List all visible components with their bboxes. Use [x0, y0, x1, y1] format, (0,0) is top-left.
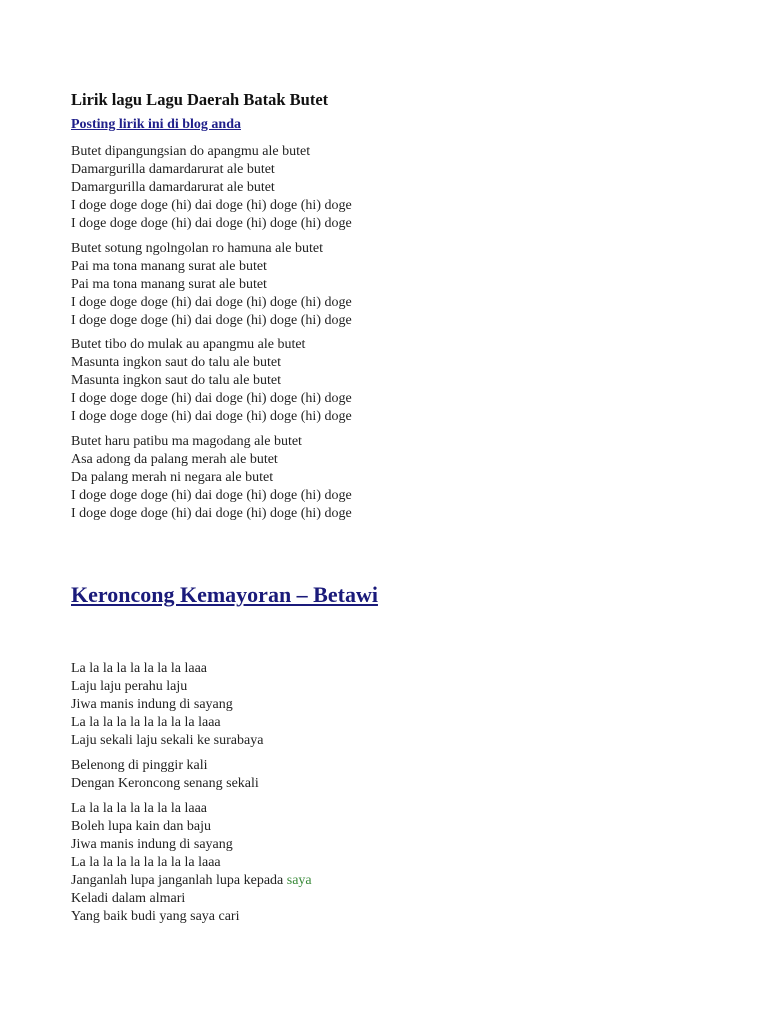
lyric-line: La la la la la la la la laaa — [71, 801, 208, 816]
lyric-line: La la la la la la la la laaa — [71, 661, 208, 676]
lyric-line: La la la la la la la la la laaa — [71, 855, 221, 870]
lyric-line: I doge doge doge (hi) dai doge (hi) doge (hi) doge — [71, 295, 352, 310]
stanza — [71, 800, 312, 926]
lyric-line: Keladi dalam almari — [71, 891, 186, 906]
lyric-line: Masunta ingkon saut do talu ale butet — [71, 355, 281, 370]
lyric-text: Janganlah lupa janganlah lupa kepada — [71, 873, 287, 888]
lyric-line: I doge doge doge (hi) dai doge (hi) doge (hi) doge — [71, 391, 352, 406]
lyric-line: Belenong di pinggir kali — [71, 758, 208, 773]
lyric-line: I doge doge doge (hi) dai doge (hi) doge (hi) doge — [71, 216, 352, 231]
lyric-line: Pai ma tona manang surat ale butet — [71, 277, 267, 292]
lyric-line: Jiwa manis indung di sayang — [71, 837, 233, 852]
lyric-line: Yang baik budi yang saya cari — [71, 909, 240, 924]
lyric-line: Dengan Keroncong senang sekali — [71, 776, 259, 791]
lyric-line: Pai ma tona manang surat ale butet — [71, 259, 267, 274]
post-to-blog-link[interactable]: Posting lirik ini di blog anda — [71, 117, 241, 132]
lyric-line-with-highlight — [71, 872, 312, 890]
song-heading-link[interactable]: Keroncong Kemayoran – Betawi — [71, 582, 378, 607]
lyric-line: Laju sekali laju sekali ke surabaya — [71, 733, 264, 748]
lyric-line: I doge doge doge (hi) dai doge (hi) doge (hi) doge — [71, 488, 352, 503]
lyric-line: Butet tibo do mulak au apangmu ale butet — [71, 337, 306, 352]
song-title: Lirik lagu Lagu Daerah Batak Butet — [71, 90, 329, 109]
stanza — [71, 660, 263, 750]
lyric-line: I doge doge doge (hi) dai doge (hi) doge (hi) doge — [71, 313, 352, 328]
lyric-line: La la la la la la la la la laaa — [71, 715, 221, 730]
lyric-line: Da palang merah ni negara ale butet — [71, 470, 274, 485]
stanza — [71, 336, 352, 426]
lyric-line: I doge doge doge (hi) dai doge (hi) doge (hi) doge — [71, 506, 352, 521]
lyric-line: Boleh lupa kain dan baju — [71, 819, 211, 834]
stanza — [71, 757, 259, 793]
lyric-line: Butet haru patibu ma magodang ale butet — [71, 434, 302, 449]
lyric-line: Butet dipangungsian do apangmu ale butet — [71, 144, 311, 159]
highlighted-word: saya — [286, 873, 312, 888]
stanza — [71, 240, 352, 330]
stanza — [71, 143, 352, 233]
lyric-line: Asa adong da palang merah ale butet — [71, 452, 278, 467]
lyric-line: Damargurilla damardarurat ale butet — [71, 180, 275, 195]
lyric-line: Butet sotung ngolngolan ro hamuna ale butet — [71, 241, 323, 256]
stanza — [71, 433, 352, 523]
lyric-line: Laju laju perahu laju — [71, 679, 188, 694]
lyric-line: I doge doge doge (hi) dai doge (hi) doge (hi) doge — [71, 198, 352, 213]
lyric-line: Jiwa manis indung di sayang — [71, 697, 233, 712]
lyric-line: Masunta ingkon saut do talu ale butet — [71, 373, 281, 388]
lyric-line: Damargurilla damardarurat ale butet — [71, 162, 275, 177]
lyric-line: I doge doge doge (hi) dai doge (hi) doge (hi) doge — [71, 409, 352, 424]
